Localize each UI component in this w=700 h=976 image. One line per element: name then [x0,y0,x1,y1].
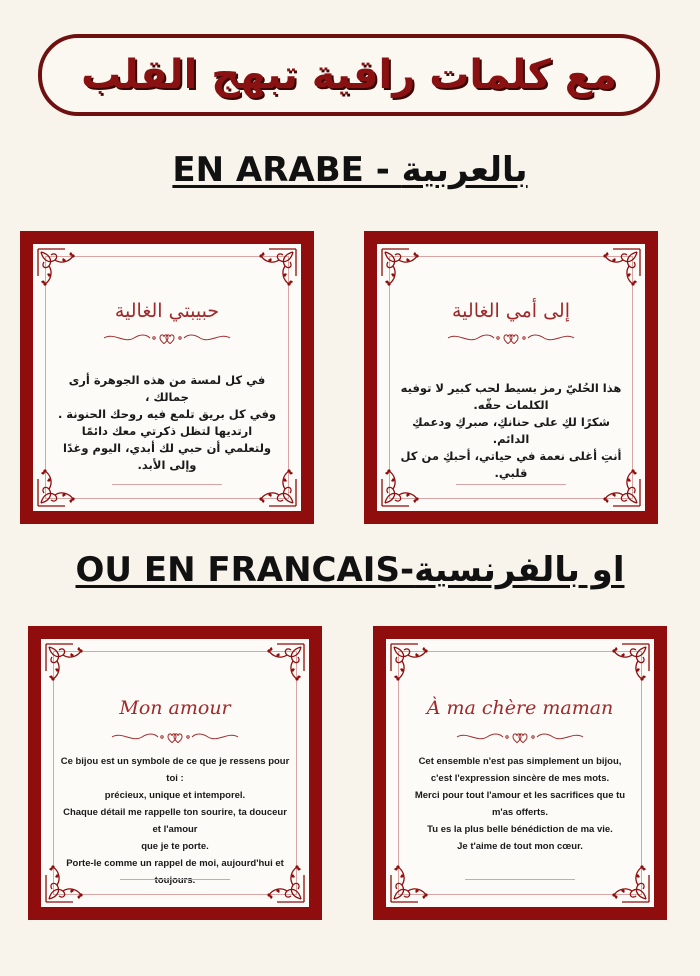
title-banner [38,34,660,116]
card-inner [377,244,645,511]
message-line: في كل لمسة من هذه الجوهرة أرى جمالك ، [68,373,266,404]
message-line: c'est l'expression sincère de mes mots. [430,773,610,784]
floral-corner-icon [43,641,89,687]
message-line: هذا الحُليّ رمز بسيط لحب كبير لا توفيه الكلمات حقّه. [400,381,622,412]
message-line: شكرًا لكِ على حنانكِ، صبركِ ودعمكِ الدائم. [412,415,610,446]
message-line: Porte-le comme un rappel de moi, aujourd'hui et toujours. [66,858,284,886]
french-section-heading: OU EN FRANCAIS-او بالفرنسية [75,550,625,590]
floral-corner-icon [388,859,434,905]
signature-line [456,484,566,485]
signature-line [465,879,575,880]
card-message [51,372,283,474]
card-title: Mon amour [119,697,231,719]
message-line: Je t'aime de tout mon cœur. [457,841,583,852]
message-line: ارتديها لتظل ذكرتي معك دائمًا [81,424,253,438]
arabic-section-heading: EN ARABE - بالعربية [172,150,528,190]
message-line: Chaque détail me rappelle ton sourire, ta douceur et l'amour [63,807,287,835]
floral-corner-icon [388,641,434,687]
card-title: À ma chère maman [426,697,614,719]
hearts-divider-icon [455,729,585,745]
card-arabic-habibti [20,231,314,524]
message-line: أنتِ أغلى نعمة في حياتي، أحبكِ من كل قلبي. [400,449,622,480]
message-line: وفي كل بريق تلمع فيه روحك الحنونة . [57,407,277,421]
card-title: إلى أمي الغالية [451,300,570,322]
hearts-divider-icon [102,330,232,346]
card-inner [41,639,309,907]
card-inner [33,244,301,511]
floral-corner-icon [261,641,307,687]
message-line: Tu es la plus belle bénédiction de ma vie. [427,824,613,835]
card-french-mon-amour [28,626,322,920]
floral-corner-icon [35,246,81,292]
floral-corner-icon [606,859,652,905]
signature-line [112,484,222,485]
message-line: Merci pour tout l'amour et les sacrifices que tu m'as offerts. [414,790,626,818]
message-line: que je te porte. [141,841,209,852]
floral-corner-icon [606,641,652,687]
signature-line [120,879,230,880]
page-title: مع كلمات راقية تبهج القلب [81,52,617,98]
card-message [404,753,636,855]
hearts-divider-icon [110,729,240,745]
card-message [395,380,627,482]
hearts-divider-icon [446,330,576,346]
card-title: حبيبتي الغالية [114,300,220,322]
card-message [59,753,291,889]
floral-corner-icon [597,246,643,292]
message-line: précieux, unique et intemporel. [104,790,246,801]
floral-corner-icon [379,246,425,292]
message-line: Ce bijou est un symbole de ce que je ressens pour toi : [60,756,290,784]
card-arabic-ummi [364,231,658,524]
floral-corner-icon [253,246,299,292]
message-line: Cet ensemble n'est pas simplement un bijou, [418,756,622,767]
card-inner [386,639,654,907]
card-french-maman [373,626,667,920]
message-line: ولتعلمي أن حبي لك أبدي، اليوم وغدًا وإلى الأبد. [62,441,272,472]
